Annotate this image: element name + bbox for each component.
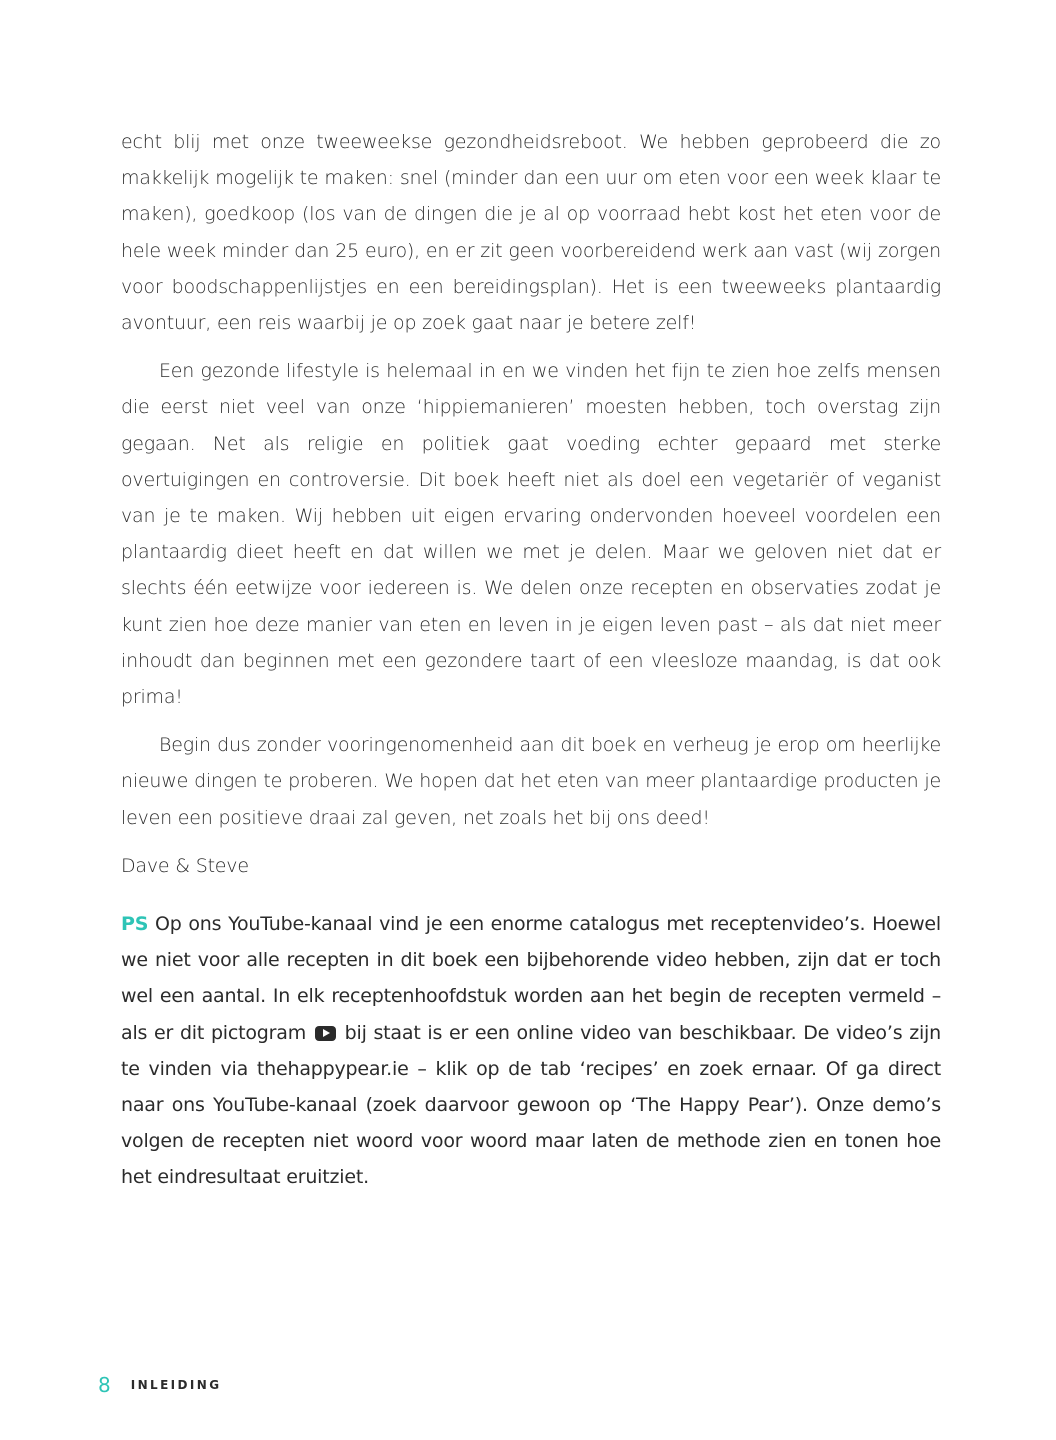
- video-play-icon: [315, 1026, 336, 1041]
- ps-text-after-icon: bij staat is er een online video van beschikbaar. De video’s zijn te vinden via thehappypear.ie – klik op de tab ‘recipes’ en zoek ernaar. Of ga direct naar ons YouTube-kanaal (zoek daarvoor gewoon op ‘The Happy Pear’). Onze demo’s volgen de recepten niet woord voor woord maar laten de methode zien en tonen hoe het eindresultaat eruitziet.: [121, 1021, 941, 1189]
- body-paragraph-1: echt blij met onze tweeweekse gezondheidsreboot. We hebben geprobeerd die zo makkelijk mogelijk te maken: snel (minder dan een uur om eten voor een week klaar te maken), goedkoop (los van de dingen die je al op voorraad hebt kost het eten voor de hele week minder dan 25 euro), en er zit geen voorbereidend werk aan vast (wij zorgen voor boodschappenlijstjes en een bereidingsplan). Het is een tweeweeks plantaardig avontuur, een reis waarbij je op zoek gaat naar je betere zelf!: [121, 131, 941, 335]
- ps-note: [121, 906, 941, 1196]
- signature: Dave & Steve: [121, 854, 249, 877]
- body-paragraph-3: Begin dus zonder vooringenomenheid aan dit boek en verheug je erop om heerlijke nieuwe dingen te proberen. We hopen dat het eten van meer plantaardige producten je leven een positieve draai zal geven, net zoals het bij ons deed!: [121, 734, 941, 829]
- page-footer: [98, 1370, 221, 1400]
- page-number: 8: [98, 1373, 111, 1397]
- main-text: [121, 124, 941, 884]
- body-paragraph-2: Een gezonde lifestyle is helemaal in en we vinden het fijn te zien hoe zelfs mensen die eerst niet veel van onze ‘hippiemanieren’ moesten hebben, toch overstag zijn gegaan. Net als religie en politiek gaat voeding echter gepaard met sterke overtuigingen en controversie. Dit boek heeft niet als doel een vegetariër of veganist van je te maken. Wij hebben uit eigen ervaring ondervonden hoeveel voordelen een plantaardig dieet heeft en dat willen we met je delen. Maar we geloven niet dat er slechts één eetwijze voor iedereen is. We delen onze recepten en observaties zodat je kunt zien hoe deze manier van eten en leven in je eigen leven past – als dat niet meer inhoudt dan beginnen met een gezondere taart of een vleesloze maandag, is dat ook prima!: [121, 360, 941, 709]
- section-name: INLEIDING: [130, 1378, 222, 1392]
- ps-label: PS: [121, 913, 149, 935]
- ps-text-before-icon: Op ons YouTube-kanaal vind je een enorme catalogus met receptenvideo’s. Hoewel we niet voor alle recepten in dit boek een bijbehorende video hebben, zijn dat er toch wel een aantal. In elk receptenhoofdstuk worden aan het begin de recepten vermeld – als er dit pictogram: [121, 913, 941, 1044]
